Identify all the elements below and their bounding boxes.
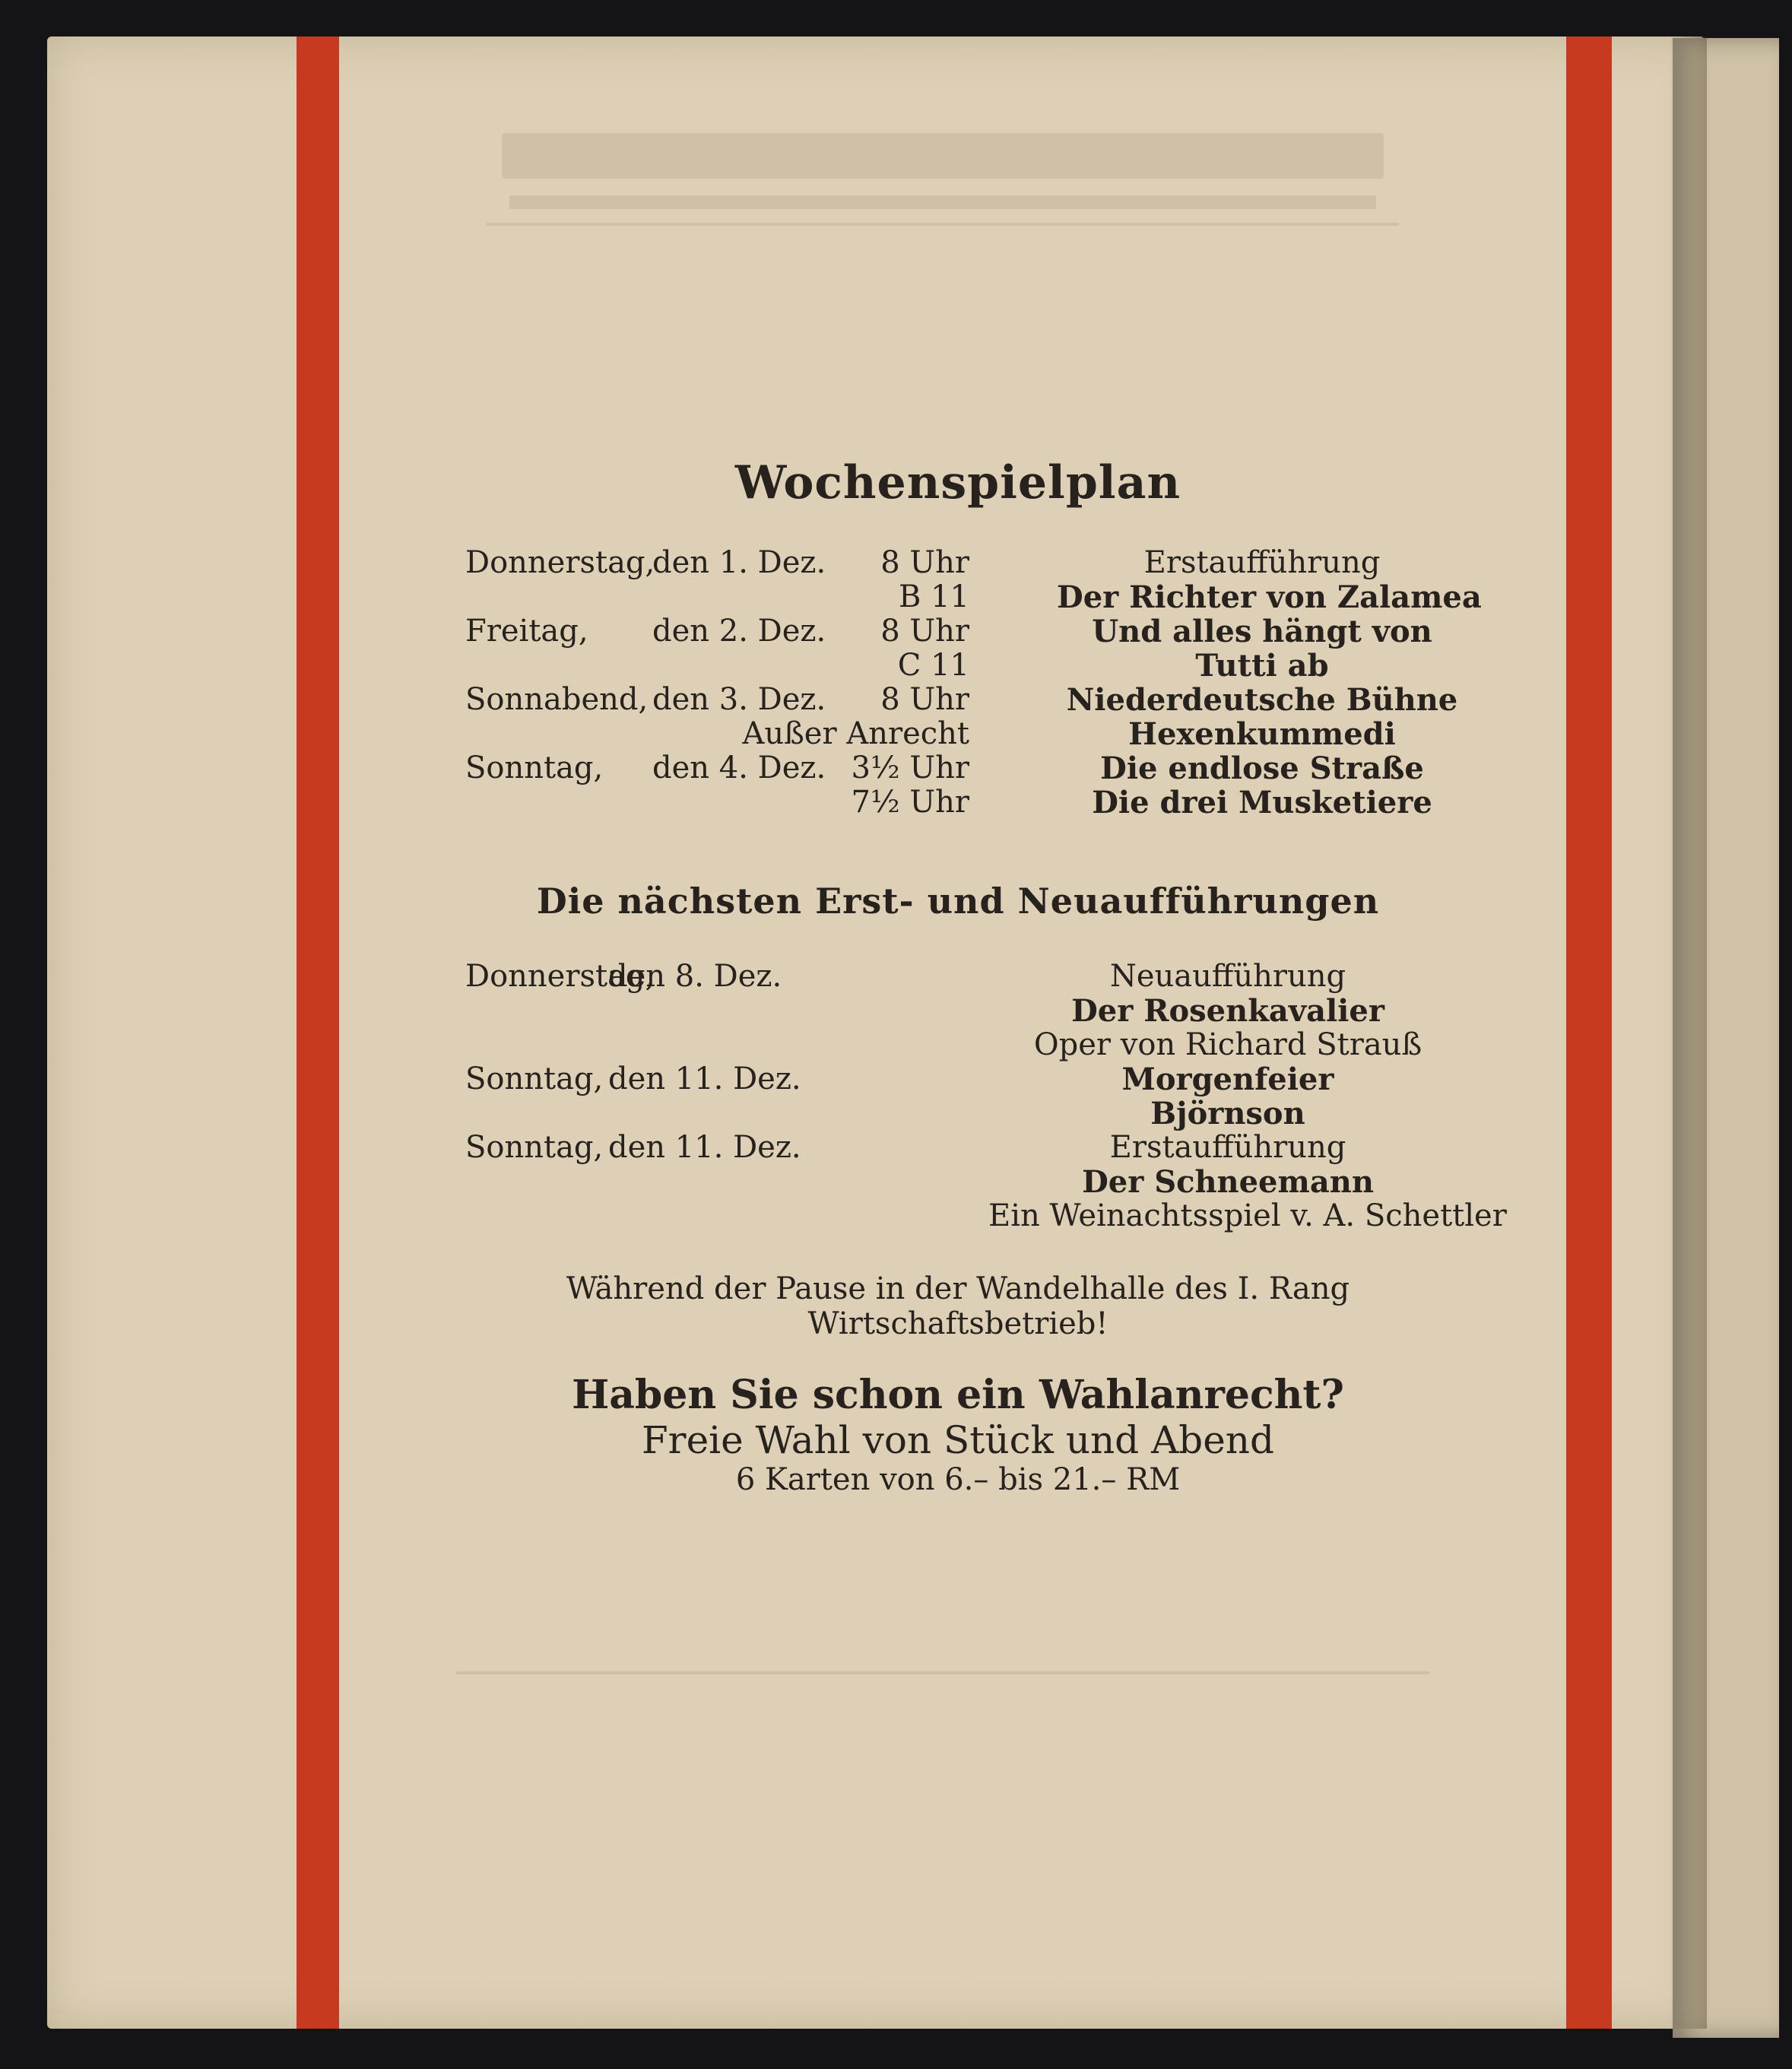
next-row (456, 994, 1460, 1028)
next-day: Donnerstag, (465, 959, 655, 994)
schedule-date: den 3. Dez. (652, 682, 826, 717)
schedule-row (456, 579, 1482, 615)
schedule-day: Sonntag, (465, 750, 604, 785)
program-content (456, 456, 1507, 1497)
schedule-row (456, 546, 1460, 580)
schedule-time: 8 Uhr (880, 614, 969, 649)
page-title: Wochenspielplan (734, 456, 1181, 509)
show-through-ghost (471, 133, 1414, 285)
schedule-time: C 11 (897, 648, 969, 683)
next-row (456, 1131, 1460, 1165)
next-heading: Die nächsten Erst- und Neuaufführungen (536, 881, 1380, 922)
ad-price: 6 Karten von 6.– bis 21.– RM (735, 1462, 1181, 1497)
next-date: den 11. Dez. (608, 1061, 801, 1096)
schedule-date: den 1. Dez. (652, 545, 826, 580)
schedule-time: 3½ Uhr (851, 750, 969, 785)
ad-headline: Haben Sie schon ein Wahlanrecht? (572, 1372, 1344, 1418)
schedule-play: Niederdeutsche Bühne (1066, 682, 1458, 718)
schedule-date: den 4. Dez. (652, 750, 826, 785)
schedule-day: Donnerstag, (465, 545, 655, 580)
next-date: den 8. Dez. (608, 959, 782, 994)
schedule-row (456, 785, 1460, 820)
schedule-row (456, 649, 1460, 683)
next-schedule (456, 959, 1507, 1233)
notice (456, 1271, 1460, 1341)
schedule-time: 8 Uhr (880, 545, 969, 580)
schedule-row (456, 683, 1460, 717)
next-play: Neuaufführung (1109, 959, 1346, 994)
schedule-time: 7½ Uhr (851, 785, 969, 820)
gutter-shadow (1669, 36, 1707, 2029)
red-stripe-right (1566, 36, 1612, 2029)
notice-line-1: Während der Pause in der Wandelhalle des I. Rang (566, 1271, 1350, 1306)
next-row (456, 1028, 1460, 1062)
next-row (456, 1096, 1460, 1131)
next-play: Erstaufführung (1109, 1130, 1346, 1165)
schedule-play: Die drei Musketiere (1092, 785, 1432, 820)
next-play: Oper von Richard Strauß (1033, 1027, 1422, 1062)
show-through-rule (456, 1671, 1429, 1674)
schedule-play: Erstaufführung (1143, 545, 1381, 580)
schedule-day: Sonnabend, (465, 682, 649, 717)
schedule-play: Hexenkummedi (1128, 716, 1396, 752)
schedule-play: Tutti ab (1195, 648, 1329, 684)
schedule-time: 8 Uhr (880, 682, 969, 717)
next-row (456, 960, 1460, 994)
next-play: Morgenfeier (1121, 1061, 1334, 1097)
next-row (456, 1165, 1460, 1199)
schedule-row (456, 614, 1460, 649)
schedule-play: Die endlose Straße (1100, 750, 1424, 786)
week-schedule (456, 545, 1482, 820)
schedule-date: den 2. Dez. (652, 614, 826, 649)
schedule-row (456, 751, 1460, 785)
schedule-row (456, 717, 1460, 751)
ad-subline: Freie Wahl von Stück und Abend (641, 1418, 1274, 1462)
next-day: Sonntag, (465, 1130, 604, 1165)
notice-line-2: Wirtschaftsbetrieb! (807, 1306, 1109, 1341)
next-row (456, 1062, 1460, 1096)
subscription-ad (456, 1372, 1460, 1497)
red-stripe-left (297, 36, 339, 2029)
schedule-play: Und alles hängt von (1092, 614, 1432, 649)
schedule-play: Der Richter von Zalamea (1057, 579, 1482, 615)
next-play: Der Rosenkavalier (1071, 993, 1384, 1029)
schedule-time: B 11 (898, 579, 969, 614)
next-play: Der Schneemann (1082, 1164, 1374, 1200)
next-date: den 11. Dez. (608, 1130, 801, 1165)
next-play: Björnson (1150, 1096, 1305, 1131)
schedule-day: Freitag, (465, 614, 588, 649)
next-play: Ein Weinachtsspiel v. A. Schettler (988, 1198, 1507, 1233)
next-day: Sonntag, (465, 1061, 604, 1096)
schedule-time: Außer Anrecht (742, 716, 969, 751)
next-row (456, 1198, 1507, 1233)
